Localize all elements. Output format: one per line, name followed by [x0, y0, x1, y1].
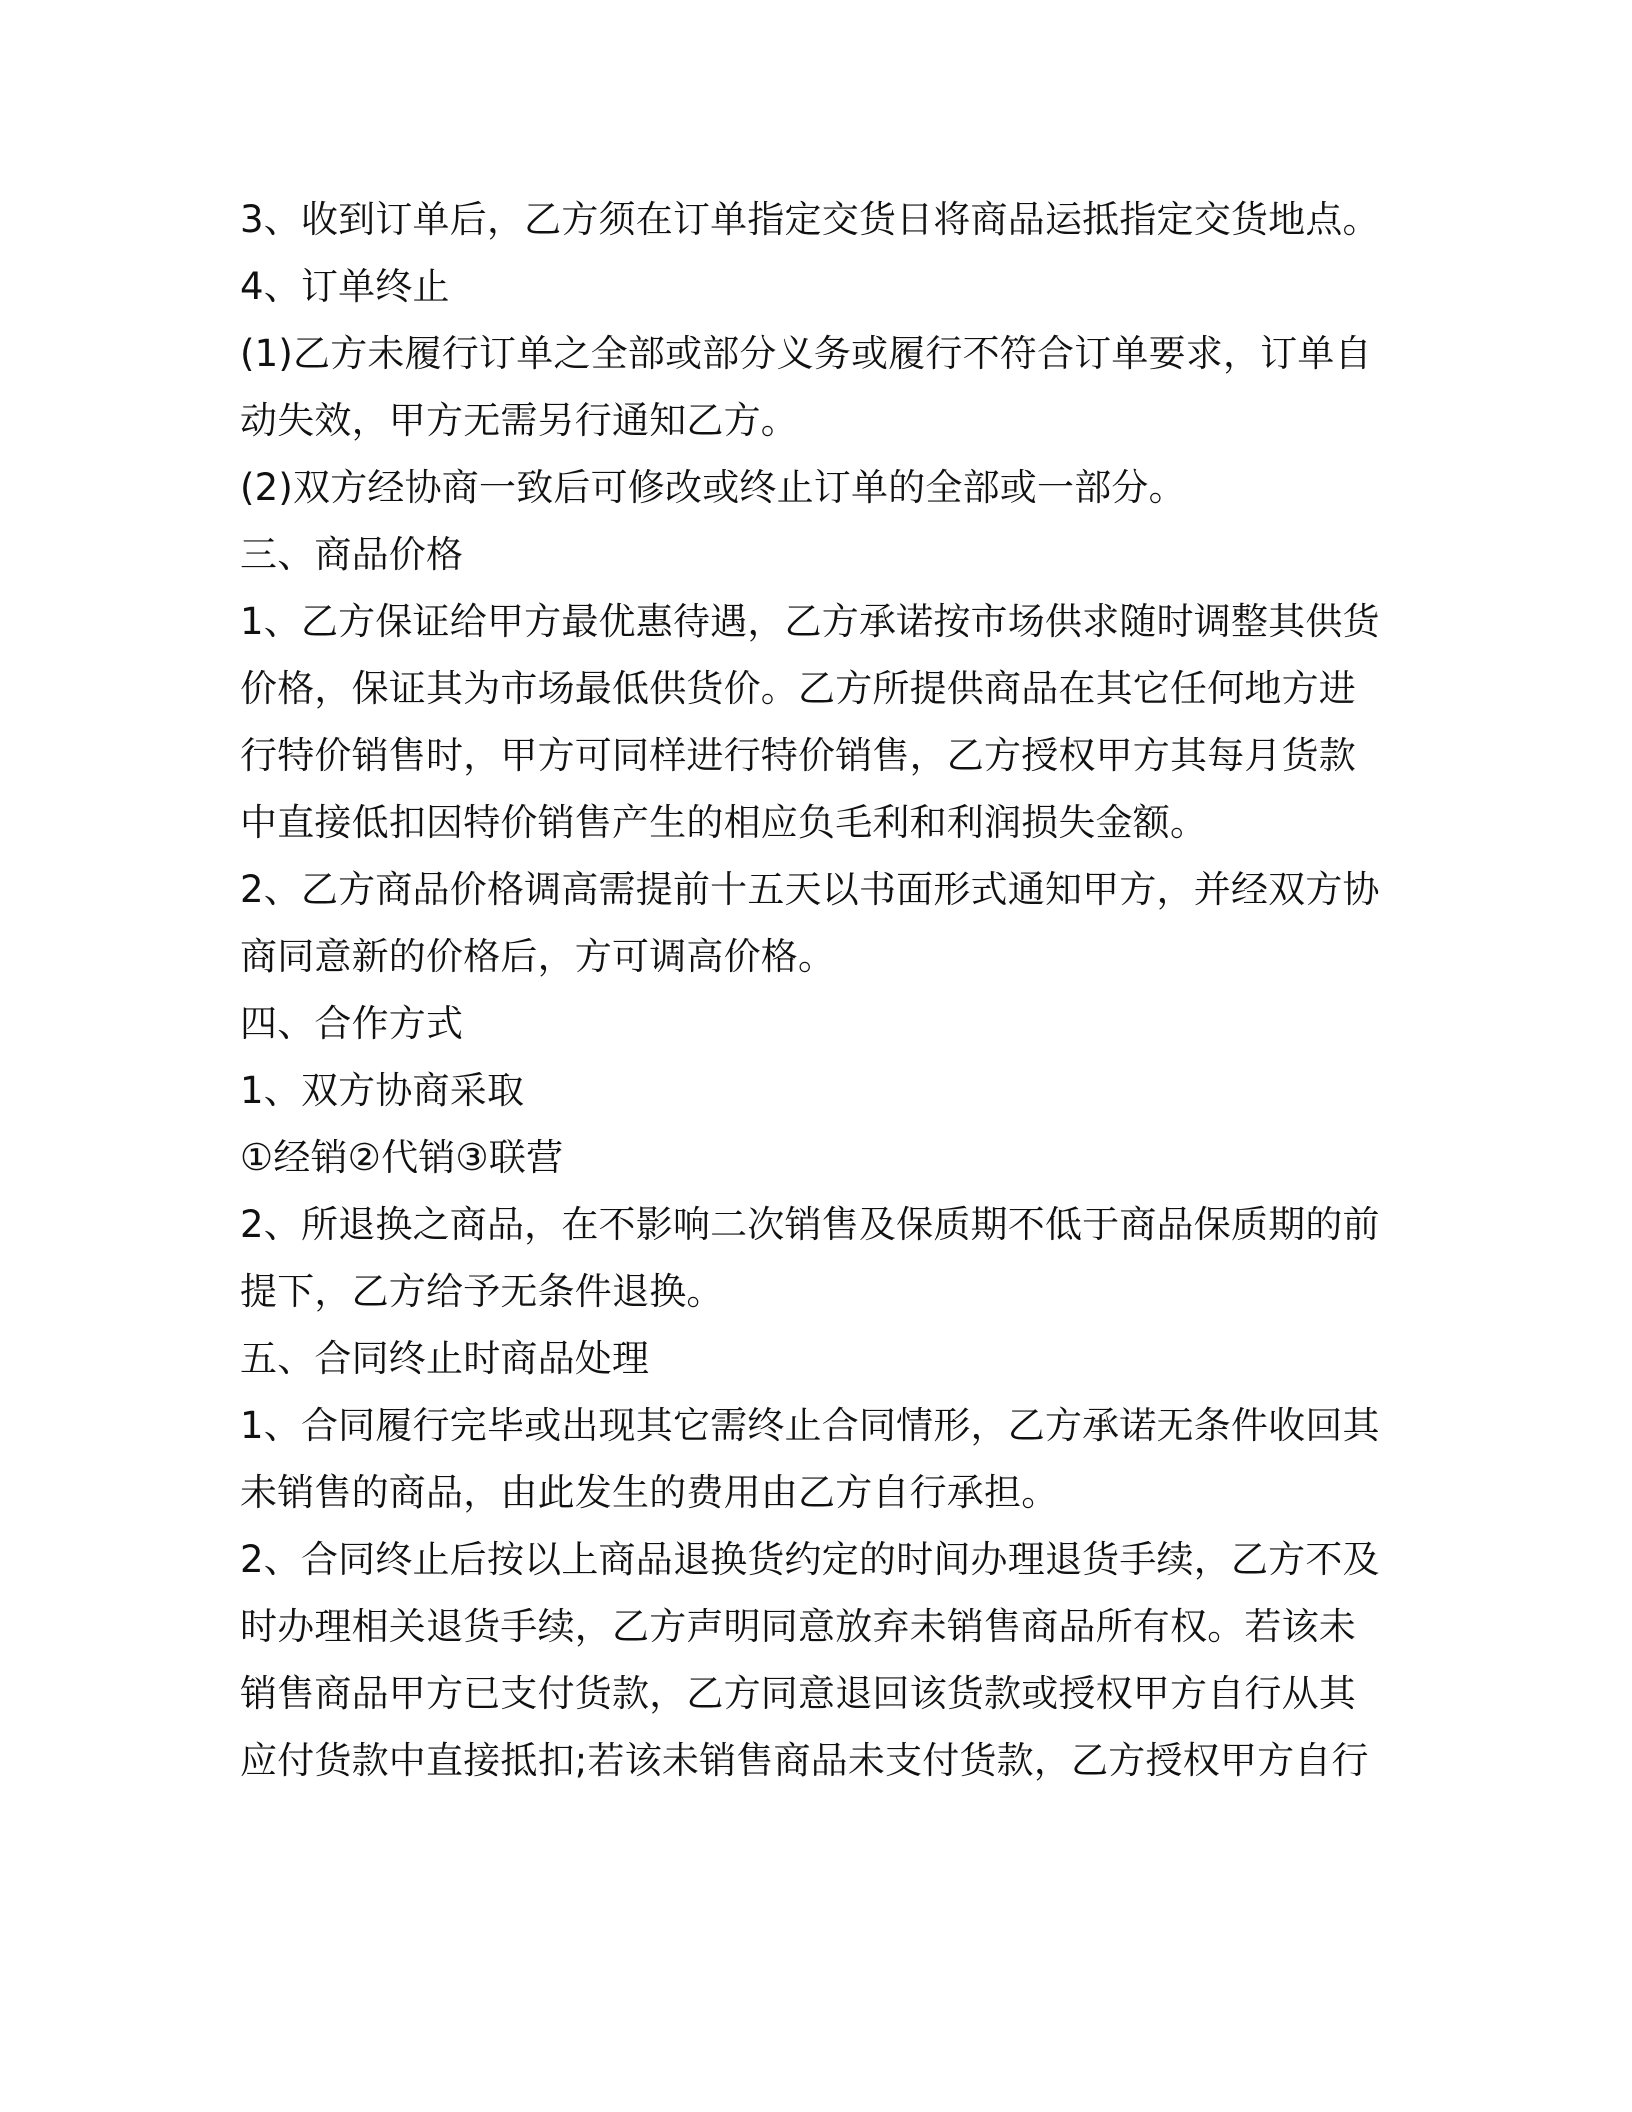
- section-3-item-2-line-2: 商同意新的价格后，方可调高价格。: [240, 935, 836, 978]
- section-5-heading: 五、合同终止时商品处理: [240, 1337, 650, 1380]
- document-body: [240, 186, 1390, 1794]
- section-4-options-line: ①经销②代销③联营: [240, 1136, 564, 1179]
- section-5-item-1-line-1: 1、合同履行完毕或出现其它需终止合同情形，乙方承诺无条件收回其: [240, 1404, 1380, 1447]
- clause-3-delivery-line-1: 3、收到订单后，乙方须在订单指定交货日将商品运抵指定交货地点。: [240, 198, 1380, 241]
- section-5-item-2-line-2: 时办理相关退货手续，乙方声明同意放弃未销售商品所有权。若该未: [240, 1605, 1356, 1648]
- section-3-item-1-line-1: 1、乙方保证给甲方最优惠待遇，乙方承诺按市场供求随时调整其供货: [240, 600, 1380, 643]
- section-3-item-1-line-2: 价格，保证其为市场最低供货价。乙方所提供商品在其它任何地方进: [240, 667, 1356, 710]
- clause-4-1-line-1: (1)乙方未履行订单之全部或部分义务或履行不符合订单要求，订单自: [240, 332, 1372, 375]
- section-5-item-2-line-4: 应付货款中直接抵扣;若该未销售商品未支付货款，乙方授权甲方自行: [240, 1739, 1369, 1782]
- clause-4-1-line-2: 动失效，甲方无需另行通知乙方。: [240, 399, 798, 442]
- section-5-item-2-line-3: 销售商品甲方已支付货款，乙方同意退回该货款或授权甲方自行从其: [240, 1672, 1356, 1715]
- section-4-heading: 四、合作方式: [240, 1002, 464, 1045]
- section-4-item-2-line-2: 提下，乙方给予无条件退换。: [240, 1270, 724, 1313]
- section-3-item-1-line-4: 中直接低扣因特价销售产生的相应负毛利和利润损失金额。: [240, 801, 1208, 844]
- section-4-item-1-line-1: 1、双方协商采取: [240, 1069, 525, 1112]
- section-3-item-1-line-3: 行特价销售时，甲方可同样进行特价销售，乙方授权甲方其每月货款: [240, 734, 1356, 777]
- section-5-item-2-line-1: 2、合同终止后按以上商品退换货约定的时间办理退货手续，乙方不及: [240, 1538, 1380, 1581]
- section-5-item-1-line-2: 未销售的商品，由此发生的费用由乙方自行承担。: [240, 1471, 1059, 1514]
- section-3-item-2-line-1: 2、乙方商品价格调高需提前十五天以书面形式通知甲方，并经双方协: [240, 868, 1380, 911]
- section-3-heading: 三、商品价格: [240, 533, 464, 576]
- clause-4-heading: 4、订单终止: [240, 265, 450, 308]
- clause-4-2-line-1: (2)双方经协商一致后可修改或终止订单的全部或一部分。: [240, 466, 1186, 509]
- section-4-item-2-line-1: 2、所退换之商品，在不影响二次销售及保质期不低于商品保质期的前: [240, 1203, 1380, 1246]
